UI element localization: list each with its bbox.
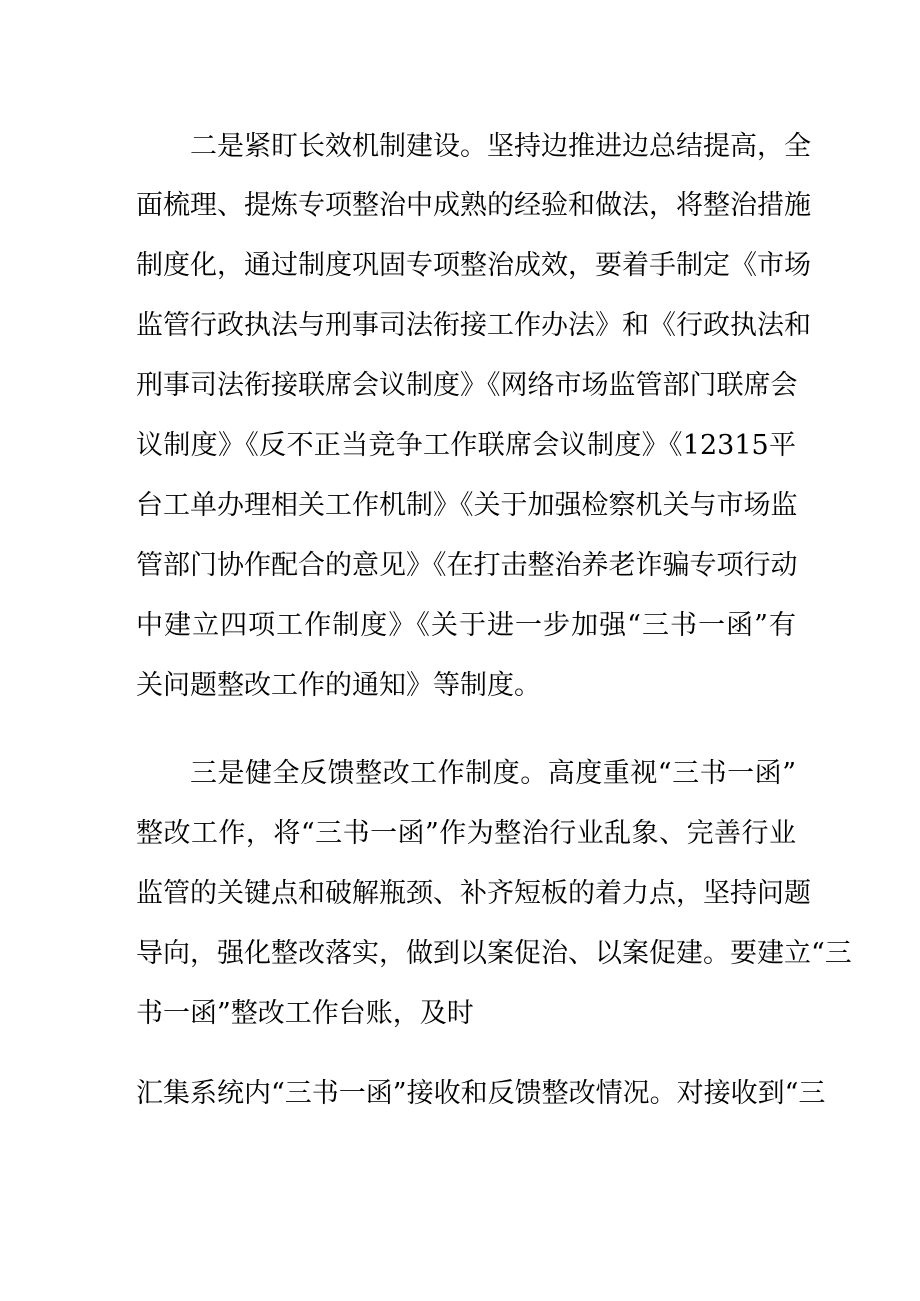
paragraph-2-line-3: 监管的关键点和破解瓶颈、补齐短板的着力点，坚持问题 [136, 878, 811, 909]
paragraph-1-line-3: 制度化，通过制度巩固专项整治成效，要着手制定《市场 [136, 250, 811, 281]
paragraph-2-line-4: 导向，强化整改落实，做到以案促治、以案促建。要建立“三 [136, 938, 852, 969]
paragraph-1-line-4: 监管行政执法与刑事司法衔接工作办法》和《行政执法和 [136, 310, 811, 341]
paragraph-1-line-2: 面梳理、提炼专项整治中成熟的经验和做法，将整治措施 [136, 190, 811, 221]
paragraph-1-line-6: 议制度》《反不正当竞争工作联席会议制度》《12315平 [136, 430, 796, 461]
paragraph-2-line-1: 三是健全反馈整改工作制度。高度重视“三书一函” [190, 758, 796, 789]
paragraph-1-line-1: 二是紧盯长效机制建设。坚持边推进边总结提高，全 [190, 131, 811, 162]
paragraph-1-line-7: 台工单办理相关工作机制》《关于加强检察机关与市场监 [136, 490, 798, 521]
paragraph-1-line-8: 管部门协作配合的意见》《在打击整治养老诈骗专项行动 [136, 550, 798, 581]
paragraph-2-line-5: 书一函”整改工作台账，及时 [136, 998, 474, 1029]
paragraph-1-line-5: 刑事司法衔接联席会议制度》《网络市场监管部门联席会 [136, 370, 798, 401]
paragraph-1-line-10: 关问题整改工作的通知》等制度。 [136, 670, 541, 701]
paragraph-2-line-2: 整改工作，将“三书一函”作为整治行业乱象、完善行业 [136, 818, 796, 849]
paragraph-1-line-9: 中建立四项工作制度》《关于进一步加强“三书一函”有 [136, 610, 796, 641]
paragraph-3-line-1: 汇集系统内“三书一函”接收和反馈整改情况。对接收到“三 [136, 1078, 826, 1109]
